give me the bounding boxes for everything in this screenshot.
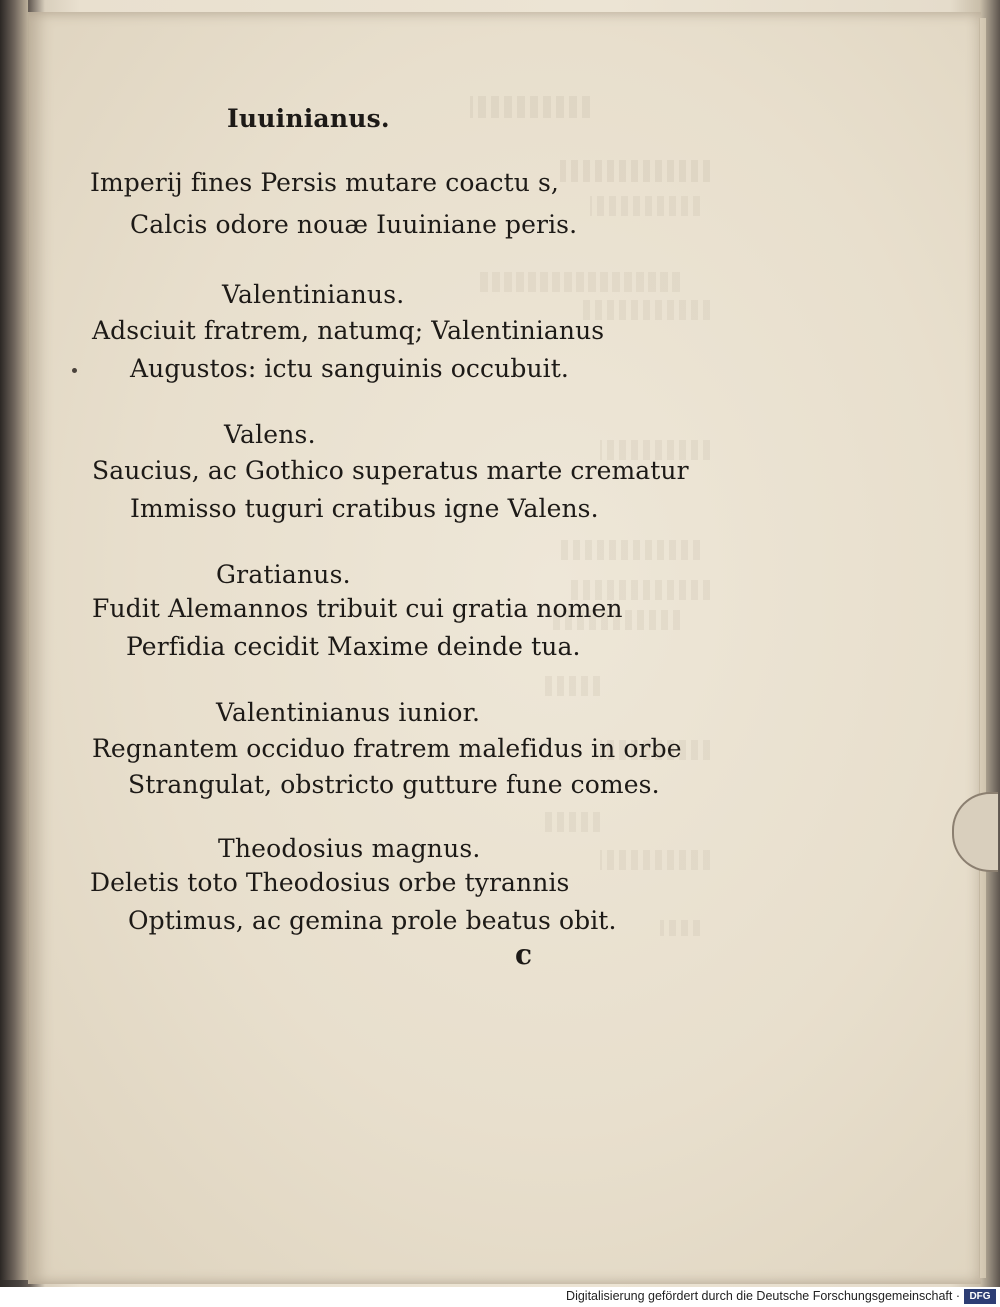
stanza-heading: Valens. (224, 420, 316, 449)
footer-credit: Digitalisierung gefördert durch die Deutsche Forschungsgemeinschaft · (566, 1289, 960, 1303)
stanza-heading: Valentinianus. (222, 280, 405, 309)
verse-line: Deletis toto Theodosius orbe tyrannis (90, 868, 570, 897)
book-gutter (0, 0, 28, 1280)
digitization-footer (0, 1287, 1000, 1307)
dfg-logo: DFG (964, 1289, 996, 1304)
ink-speck (72, 368, 77, 373)
verse-line: Immisso tuguri cratibus igne Valens. (130, 494, 599, 523)
signature-mark: c (515, 938, 533, 971)
stanza-heading: Gratianus. (216, 560, 351, 589)
page-edge (979, 18, 986, 1278)
verse-line: Strangulat, obstricto gutture fune comes. (128, 770, 660, 799)
verse-line: Calcis odore nouæ Iuuiniane peris. (130, 210, 578, 239)
verse-line: Augustos: ictu sanguinis occubuit. (130, 354, 569, 383)
verse-line: Saucius, ac Gothico superatus marte crematur (92, 456, 689, 485)
verse-line: Optimus, ac gemina prole beatus obit. (128, 906, 617, 935)
verse-line: Fudit Alemannos tribuit cui gratia nomen (92, 594, 623, 623)
verse-line: Adsciuit fratrem, natumq; Valentinianus (92, 316, 605, 345)
verse-line: Perfidia cecidit Maxime deinde tua. (126, 632, 581, 661)
verse-line: Imperij fines Persis mutare coactu s, (90, 168, 559, 197)
stanza-heading: Theodosius magnus. (218, 834, 481, 863)
stanza-heading: Iuuinianus. (227, 104, 390, 133)
verse-line: Regnantem occiduo fratrem malefidus in orbe (92, 734, 682, 763)
stanza-heading: Valentinianus iunior. (216, 698, 481, 727)
